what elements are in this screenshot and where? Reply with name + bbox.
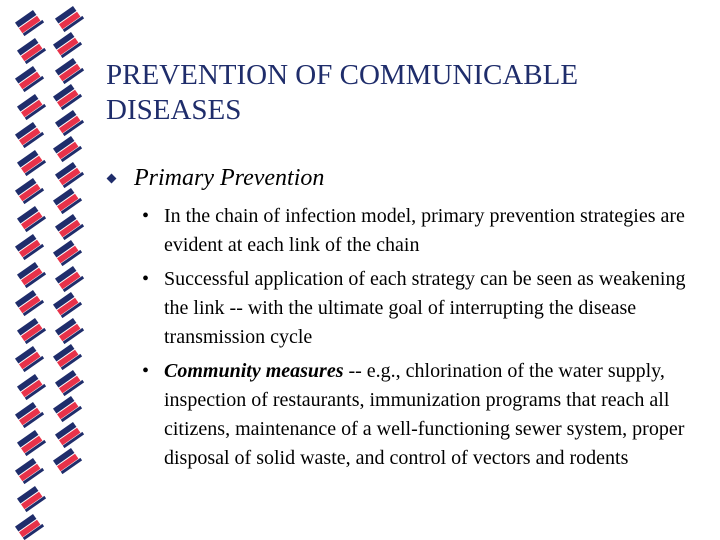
list-item [142, 357, 702, 473]
bullet-list [142, 202, 702, 478]
slide-title: PREVENTION OF COMMUNICABLE DISEASES [106, 59, 579, 126]
feather-icon [17, 205, 46, 232]
feather-icon [17, 93, 46, 120]
feather-icon [15, 9, 44, 36]
feather-icon [15, 457, 44, 484]
feather-icon [15, 345, 44, 372]
feather-icon [53, 31, 82, 58]
feather-icon [55, 57, 84, 84]
feather-icon [53, 187, 82, 214]
feather-icon [55, 5, 84, 32]
feather-icon [15, 177, 44, 204]
feather-icon [55, 421, 84, 448]
decorative-wing-border [0, 0, 100, 540]
feather-icon [15, 289, 44, 316]
bullet-dot-icon: • [142, 268, 150, 290]
feather-icon [55, 161, 84, 188]
bullet-text: In the chain of infection model, primary prevention strategies are evident at each link of the chain [164, 205, 685, 256]
feather-icon [53, 135, 82, 162]
feather-icon [55, 265, 84, 292]
feather-icon [53, 395, 82, 422]
feather-icon [55, 369, 84, 396]
feather-icon [53, 343, 82, 370]
feather-icon [15, 401, 44, 428]
feather-icon [15, 65, 44, 92]
feather-icon [15, 233, 44, 260]
bullet-dot-icon: • [142, 205, 150, 227]
feather-icon [53, 447, 82, 474]
bullet-dot-icon: • [142, 360, 150, 382]
wing-column-left-icon [15, 9, 46, 540]
feather-icon [17, 485, 46, 512]
bullet-emphasis: Community measures [164, 360, 344, 382]
feather-icon [17, 317, 46, 344]
wing-column-right-icon [53, 5, 84, 474]
feather-icon [15, 121, 44, 148]
feather-icon [53, 291, 82, 318]
list-item [142, 265, 702, 352]
diamond-bullet-icon [107, 174, 117, 184]
feather-icon [15, 513, 44, 540]
feather-icon [17, 429, 46, 456]
bullet-text: -- e.g., chlorination of the water supply, inspection of restaurants, immunization programs that reach all citizens, maintenance of a well-functioning sewer system, proper disposal of solid waste, and control of vectors and rodents [164, 360, 685, 469]
feather-icon [17, 149, 46, 176]
feather-icon [53, 239, 82, 266]
list-item [142, 202, 702, 260]
feather-icon [55, 317, 84, 344]
feather-icon [55, 213, 84, 240]
feather-icon [55, 109, 84, 136]
bullet-text: Successful application of each strategy can be seen as weakening the link -- with the ultimate goal of interrupting the disease transmission cycle [164, 268, 686, 348]
feather-icon [17, 373, 46, 400]
primary-prevention-label: Primary Prevention [134, 165, 325, 191]
feather-icon [17, 261, 46, 288]
feather-icon [17, 37, 46, 64]
feather-icon [53, 83, 82, 110]
